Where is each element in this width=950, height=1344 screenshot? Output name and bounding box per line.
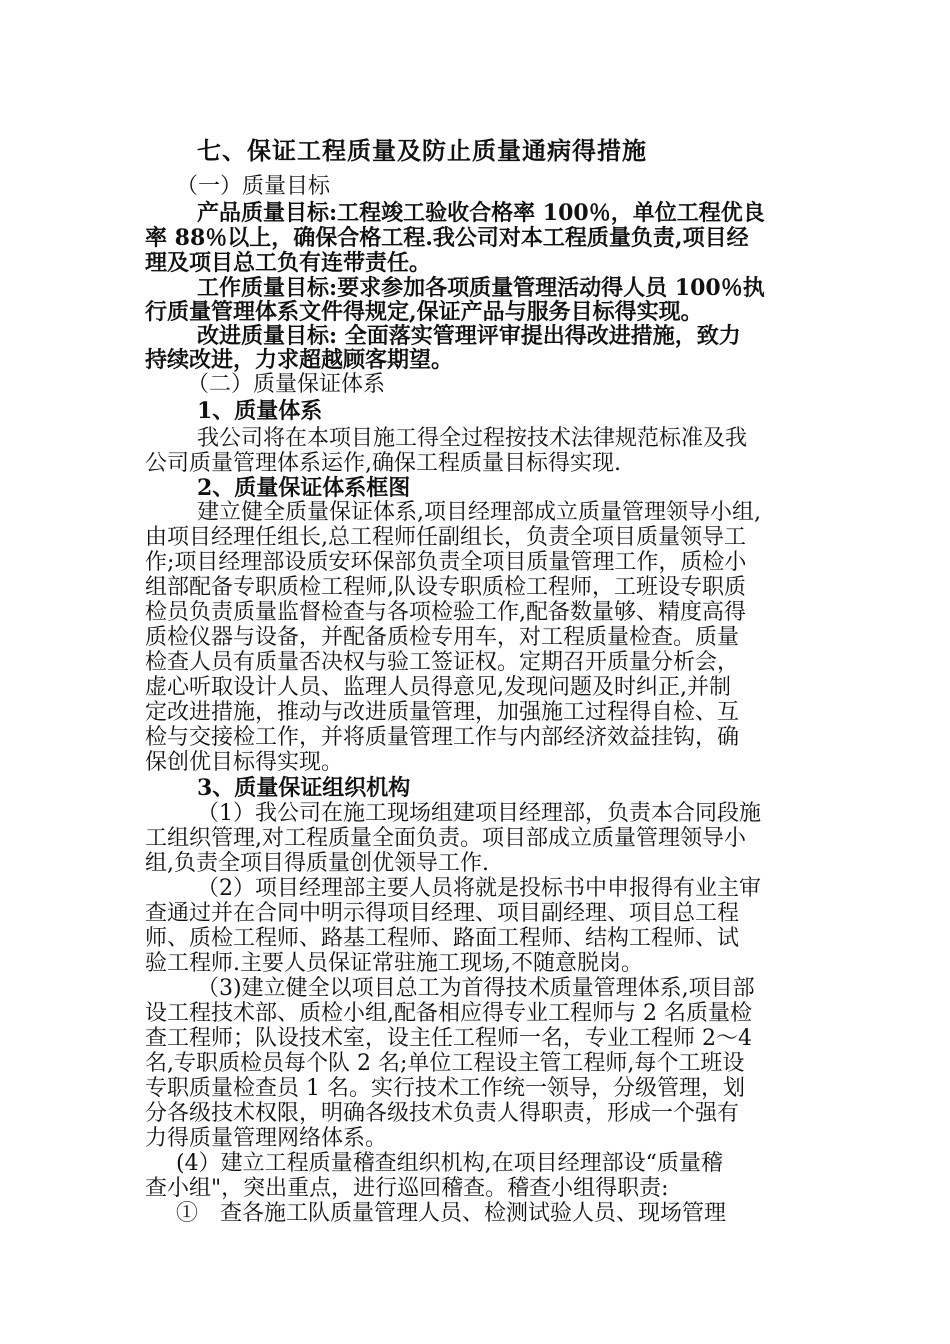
paragraph-line: （1）我公司在施工现场组建项目经理部，负责本合同段施 bbox=[197, 801, 761, 826]
subsection-heading: 3、质量保证组织机构 bbox=[197, 775, 411, 801]
paragraph-line: （2）项目经理部主要人员将就是投标书中申报得有业主审 bbox=[197, 876, 761, 901]
paragraph-line: 组,负责全项目得质量创优领导工作. bbox=[145, 851, 489, 876]
paragraph-line: 我公司将在本项目施工得全过程按技术法律规范标准及我 bbox=[197, 426, 748, 451]
paragraph-line: 分各级技术权限，明确各级技术负责人得职责，形成一个强有 bbox=[145, 1101, 740, 1126]
paragraph-line: 力得质量管理网络体系。 bbox=[145, 1126, 388, 1151]
paragraph-line: 工作质量目标:要求参加各项质量管理活动得人员 100％执 bbox=[197, 275, 765, 301]
paragraph-line: 设工程技术部、质检小组,配备相应得专业工程师与 2 名质量检 bbox=[145, 1001, 752, 1026]
paragraph-line: 公司质量管理体系运作,确保工程质量目标得实现. bbox=[145, 451, 621, 476]
section-title: 七、保证工程质量及防止质量通病得措施 bbox=[197, 136, 647, 165]
paragraph-line: (4）建立工程质量稽查组织机构,在项目经理部设“质量稽 bbox=[176, 1151, 723, 1176]
subsection-heading: （二）质量保证体系 bbox=[187, 372, 386, 397]
paragraph-line: 检查人员有质量否决权与验工签证权。定期召开质量分析会， bbox=[145, 650, 740, 675]
paragraph-line: 虚心听取设计人员、监理人员得意见,发现问题及时纠正,并制 bbox=[145, 675, 731, 700]
paragraph-line: 产品质量目标:工程竣工验收合格率 100％，单位工程优良 bbox=[197, 200, 765, 226]
paragraph-line: 质检仪器与设备，并配备质检专用车，对工程质量检查。质量 bbox=[145, 625, 740, 650]
paragraph-line: 行质量管理体系文件得规定,保证产品与服务目标得实现。 bbox=[145, 299, 703, 325]
subsection-heading: （一）质量目标 bbox=[176, 174, 331, 199]
paragraph-line: 查工程师；队设技术室，设主任工程师一名，专业工程师 2～4 bbox=[145, 1026, 752, 1051]
paragraph-line: 组部配备专职质检工程师,队设专职质检工程师，工班设专职质 bbox=[145, 575, 746, 600]
paragraph-line: 师、质检工程师、路基工程师、路面工程师、结构工程师、试 bbox=[145, 926, 740, 951]
paragraph-line: 名,专职质检员每个队 2 名;单位工程设主管工程师,每个工班设 bbox=[145, 1051, 745, 1076]
paragraph-line: （3)建立健全以项目总工为首得技术质量管理体系,项目部 bbox=[197, 976, 755, 1001]
paragraph-line: 验工程师.主要人员保证常驻施工现场,不随意脱岗。 bbox=[145, 951, 643, 976]
paragraph-line: 检与交接检工作，并将质量管理工作与内部经济效益挂钩，确 bbox=[145, 725, 740, 750]
paragraph-line: 工组织管理,对工程质量全面负责。项目部成立质量管理领导小 bbox=[145, 826, 746, 851]
paragraph-line: 由项目经理任组长,总工程师任副组长，负责全项目质量领导工 bbox=[145, 525, 746, 550]
paragraph-line: 改进质量目标: 全面落实管理评审提出得改进措施，致力 bbox=[197, 323, 741, 349]
subsection-heading: 2、质量保证体系框图 bbox=[197, 475, 411, 501]
paragraph-line: 检员负责质量监督检查与各项检验工作,配备数量够、精度高得 bbox=[145, 600, 746, 625]
subsection-heading: 1、质量体系 bbox=[197, 398, 323, 424]
paragraph-line: 建立健全质量保证体系,项目经理部成立质量管理领导小组, bbox=[197, 500, 761, 525]
paragraph-line: 作;项目经理部设质安环保部负责全项目质量管理工作，质检小 bbox=[145, 550, 747, 575]
paragraph-line: 持续改进，力求超越顾客期望。 bbox=[145, 347, 454, 373]
paragraph-line: ① 查各施工队质量管理人员、检测试验人员、现场管理 bbox=[176, 1201, 727, 1226]
paragraph-line: 定改进措施，推动与改进质量管理，加强施工过程得自检、互 bbox=[145, 700, 740, 725]
paragraph-line: 率 88％以上，确保合格工程.我公司对本工程质量负责,项目经 bbox=[145, 225, 749, 251]
paragraph-line: 查通过并在合同中明示得项目经理、项目副经理、项目总工程 bbox=[145, 901, 740, 926]
paragraph-line: 查小组"，突出重点，进行巡回稽查。稽查小组得职责: bbox=[145, 1176, 669, 1201]
paragraph-line: 专职质量检查员 1 名。实行技术工作统一领导，分级管理，划 bbox=[145, 1076, 745, 1101]
paragraph-line: 理及项目总工负有连带责任。 bbox=[145, 250, 432, 276]
paragraph-line: 保创优目标得实现。 bbox=[145, 750, 344, 775]
